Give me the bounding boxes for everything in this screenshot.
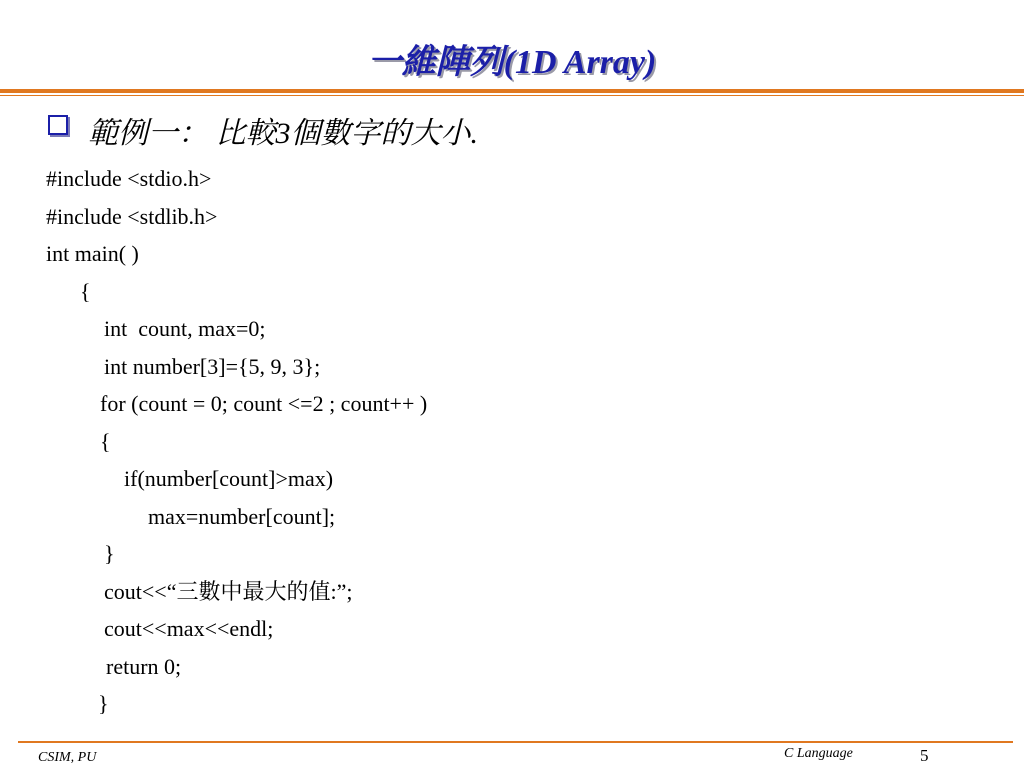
footer-divider	[18, 741, 1013, 743]
code-line-10: max=number[count];	[148, 504, 336, 529]
code-line-6: int number[3]={5, 9, 3};	[104, 354, 321, 379]
code-line-15: }	[98, 691, 109, 716]
footer-left: CSIM, PU	[38, 750, 97, 765]
example-heading: 範例一： 比較3個數字的大小.	[88, 117, 478, 150]
code-line-9: if(number[count]>max)	[124, 466, 334, 491]
page-number: 5	[920, 746, 929, 765]
title-divider-thick	[0, 89, 1024, 93]
footer-center: C Language	[784, 746, 853, 761]
code-line-2: #include <stdlib.h>	[46, 204, 218, 229]
code-line-13: cout<<max<<endl;	[104, 616, 274, 641]
title-divider-thin	[0, 95, 1024, 96]
code-line-11: }	[104, 541, 115, 566]
code-line-3: int main( )	[46, 241, 139, 266]
code-line-7: for (count = 0; count <=2 ; count++ )	[100, 391, 428, 416]
slide-title: 一維陣列(1D Array)	[367, 44, 657, 81]
code-line-8: {	[100, 429, 111, 454]
code-line-5: int count, max=0;	[104, 316, 266, 341]
checkbox-bullet-icon	[48, 115, 68, 135]
code-line-4: {	[80, 279, 91, 304]
code-line-1: #include <stdio.h>	[46, 166, 212, 191]
code-line-12: cout<<“三數中最大的值:”;	[104, 579, 353, 604]
code-line-14: return 0;	[106, 654, 182, 679]
